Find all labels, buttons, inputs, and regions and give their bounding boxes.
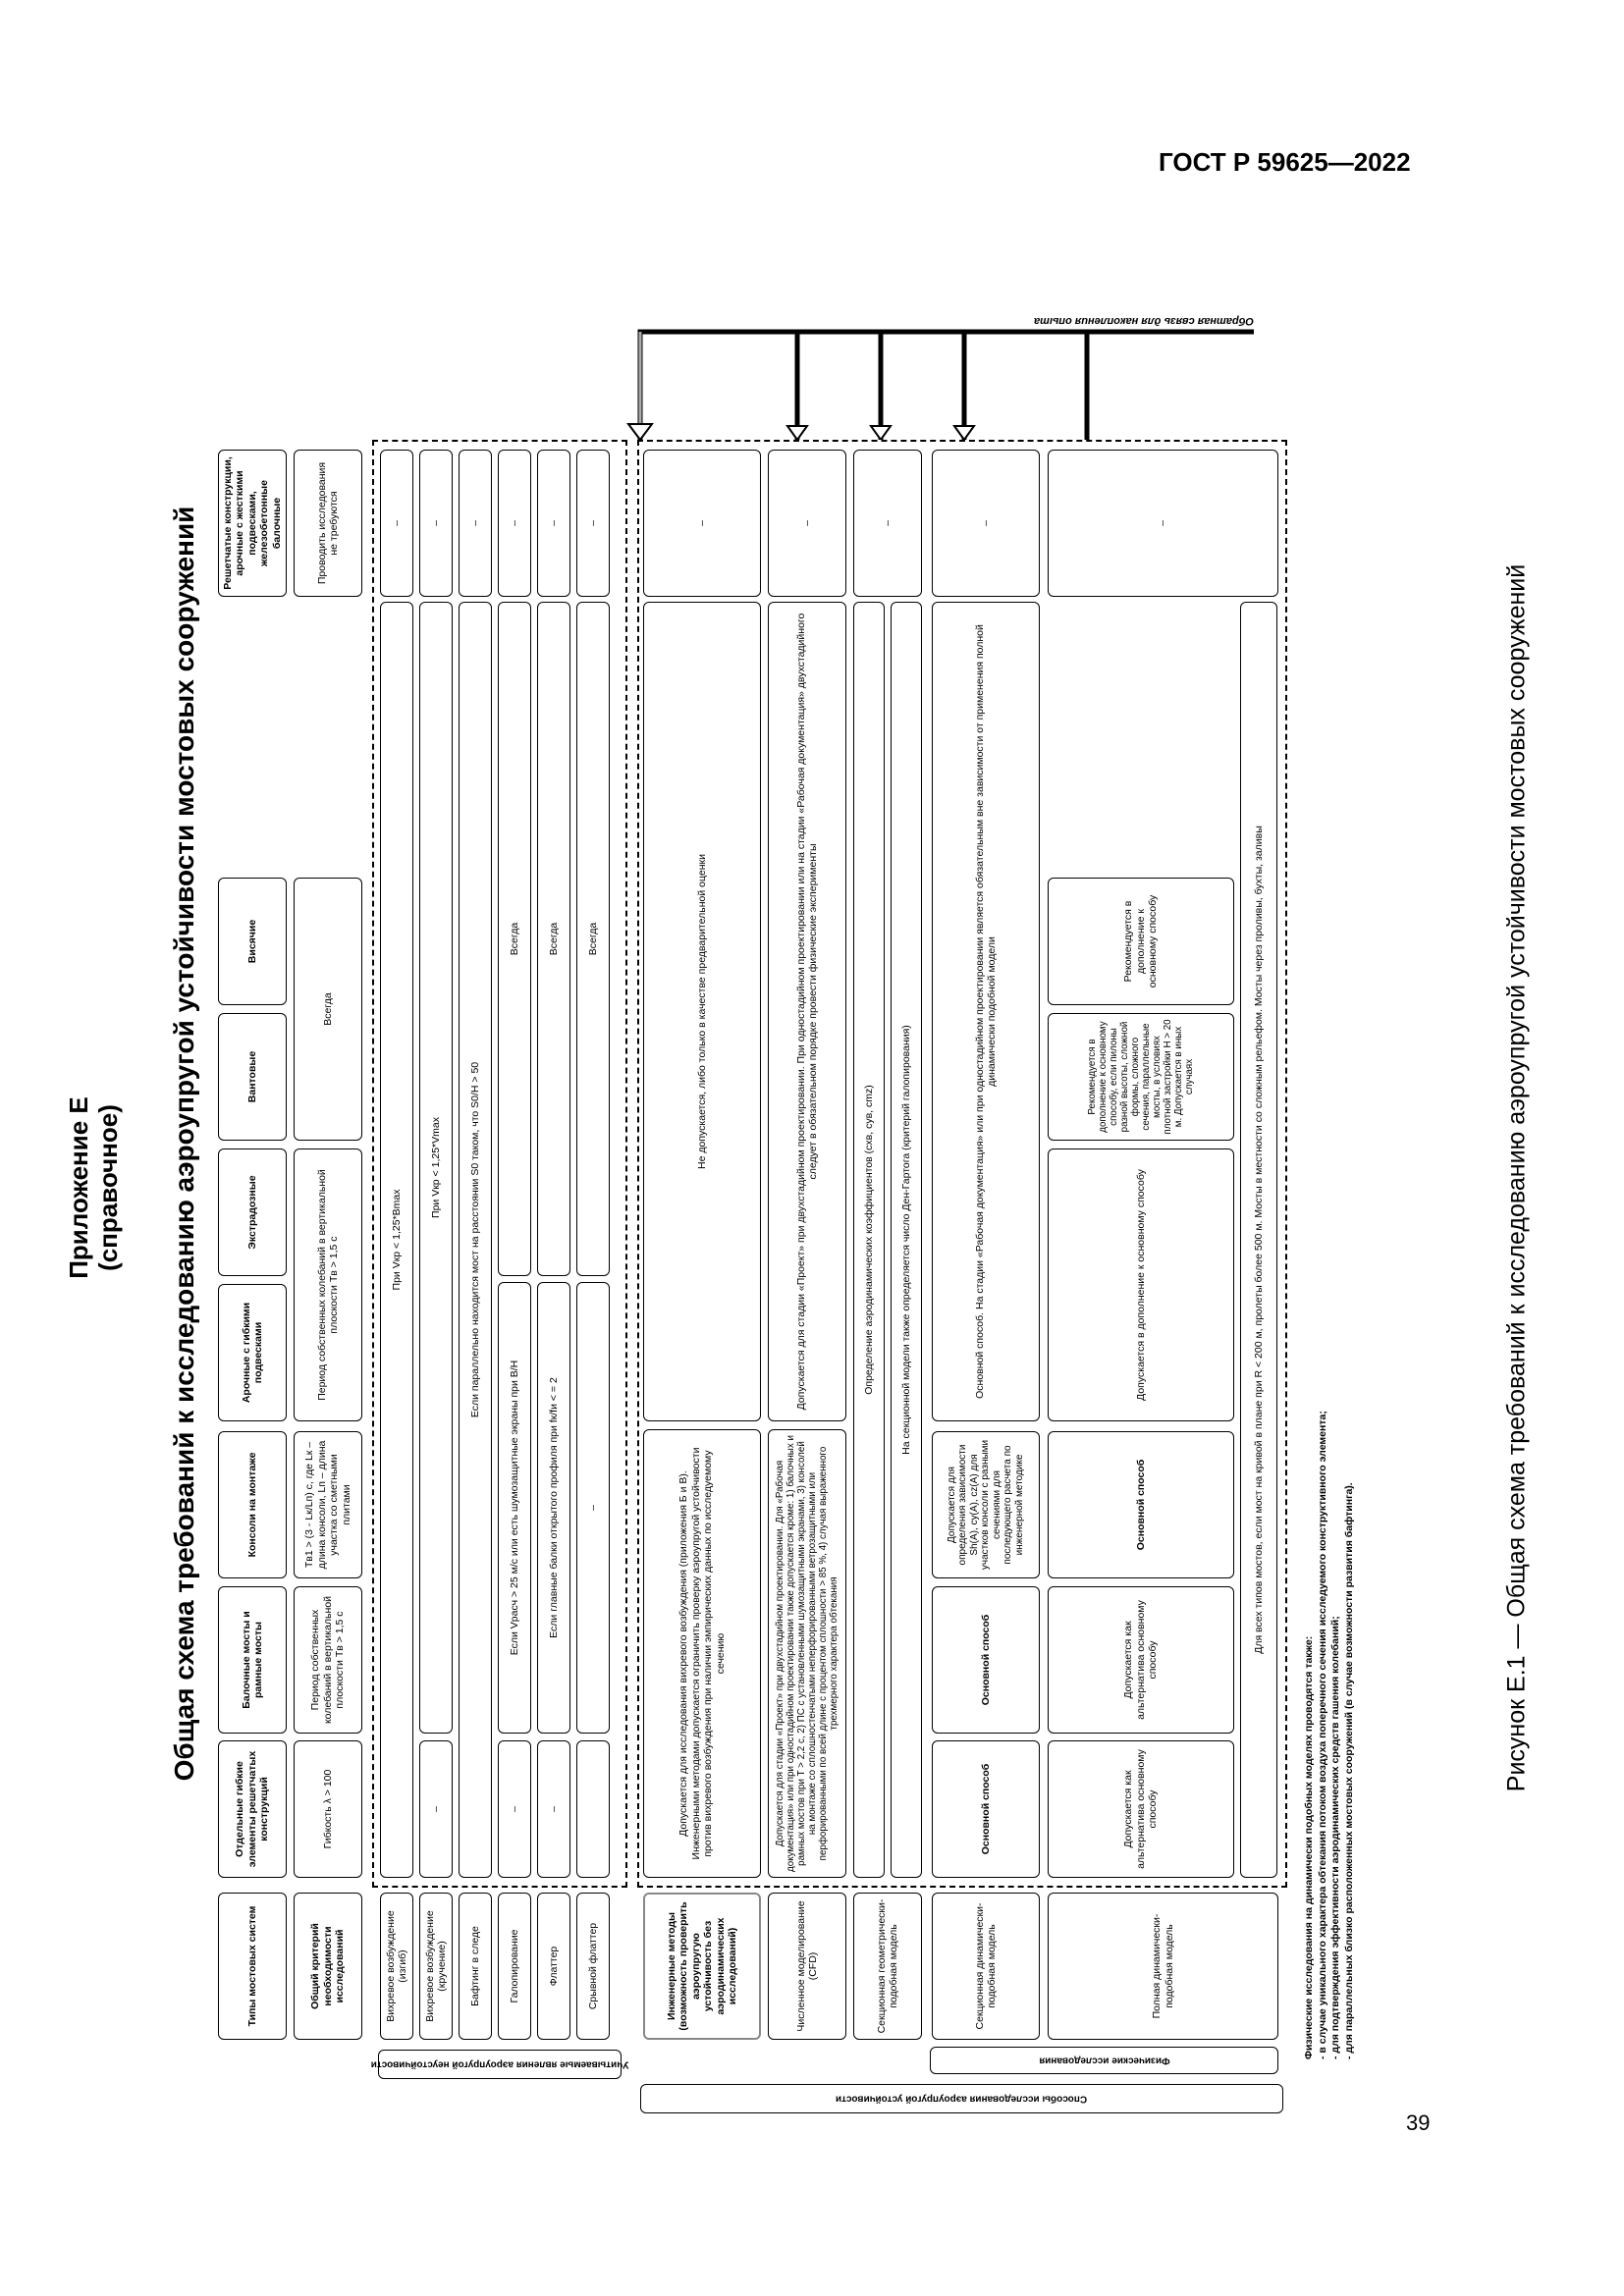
phen-1-span: При Vкр < 1,25*Bmax	[380, 602, 413, 1878]
footnote-0: Физические исследования на динамически подобных моделях проводятся также:	[1303, 1635, 1315, 2059]
phen-5-span-a: Если главные балки открытого профиля при fк/fи < = 2	[537, 1282, 570, 1734]
feedback-arrows	[625, 224, 1313, 440]
appendix-title: Приложение Е	[64, 1096, 93, 1279]
scheme-title: Общая схема требований к исследованию аэроупругой устойчивости мостовых сооружений	[169, 506, 199, 1782]
phen-3-last: –	[459, 450, 492, 597]
cfd-text-b: Допускается для стадии «Проект» при двухстадийном проектировании. При одностадийном проектировании или на стадии «Рабочая документация» двухстадийного следует в обязательном порядке провести физические эксперименты	[768, 602, 846, 1421]
criterion-8: Проводить исследования не требуются	[294, 450, 362, 597]
types-header: Типы мостовых систем	[218, 1893, 287, 2040]
figure-caption: Рисунок Е.1 — Общая схема требований к исследованию аэроупругой устойчивости мостовых сооружений	[1502, 563, 1531, 1792]
phen-4-span-a: Если Vрасч > 25 м/с или есть шумозащитные экраны при B/H	[498, 1282, 531, 1734]
system-1: Отдельные гибкие элементы решетчатых конструкций	[218, 1740, 287, 1878]
sectional-c2: Основной способ	[932, 1586, 1040, 1734]
engineering-text-a: Допускается для исследования вихревого возбуждения (приложения Б и В). Инженерными методами допускается ограничить проверку аэроупругой устойчивости против вихревого возбуждения при наличии эмпирических данных по исследуемому сечению	[643, 1429, 761, 1878]
geometric-last: –	[853, 450, 922, 597]
cfd-method: Численное моделирование (CFD)	[768, 1893, 846, 2040]
sectional-c3: Допускается для определения зависимости Sh(A), cy(A), cz(A) для участков консоли с разными сечениями для последующего расчета по инженерной методике	[932, 1431, 1040, 1578]
phen-6-span-b: Всегда	[576, 602, 610, 1276]
geometric-text-b: На секционной модели также определяется число Ден-Гартога (критерий галопирования)	[891, 602, 922, 1878]
full-last: –	[1048, 450, 1278, 597]
full-c2: Допускается как альтернатива основному способу	[1048, 1586, 1234, 1734]
phen-5-last: –	[537, 450, 570, 597]
footnote-3: - для параллельных близко расположенных мостовых сооружений (в случае возможности развития бафтинга).	[1342, 1482, 1355, 2059]
footnotes	[1303, 1411, 1356, 2059]
system-7: Висячие	[218, 878, 287, 1005]
sectional-c1: Основной способ	[932, 1740, 1040, 1878]
phen-5-span-b: Всегда	[537, 602, 570, 1276]
full-c1: Допускается как альтернатива основному способу	[1048, 1740, 1234, 1878]
phen-5-col1: –	[537, 1740, 570, 1878]
phen-3: Бафтинг в следе	[459, 1893, 492, 2040]
phen-4-last: –	[498, 450, 531, 597]
sectional-dynamic-model: Секционная динамически-подобная модель	[932, 1893, 1040, 2040]
full-c4: Допускается в дополнение к основному способу	[1048, 1148, 1234, 1421]
engineering-last: –	[643, 450, 761, 597]
sectional-last: –	[932, 450, 1040, 597]
footnote-1: - в случае уникального характера обтекания потоком воздуха поперечного сечения исследуемого конструктивного элемента;	[1316, 1411, 1328, 2059]
page-number: 39	[1406, 2110, 1431, 2135]
phen-1: Вихревое возбуждение (изгиб)	[380, 1893, 413, 2040]
phen-2-span: При Vкр < 1,25*Vmax	[419, 602, 453, 1734]
appendix-subtitle: (справочное)	[93, 1104, 123, 1271]
phen-6: Срывной флаттер	[576, 1893, 610, 2040]
phen-2-col1: –	[419, 1740, 453, 1878]
physical-sidebar-label: Физические исследования	[1039, 2055, 1170, 2066]
methods-sidebar-label: Способы исследования аэроупругой устойчивости	[835, 2093, 1088, 2105]
criterion-4: Период собственных колебаний в вертикальной плоскости Tв > 1,5 с	[294, 1148, 362, 1421]
geometric-text-a: Определение аэродинамических коэффициентов (cxв, cyв, cmz)	[853, 602, 885, 1878]
feedback-arrowhead-2	[787, 426, 807, 440]
phen-6-col1	[576, 1740, 610, 1878]
system-4: Арочные с гибкими подвесками	[218, 1284, 287, 1421]
criterion-3: Tв1 > (3 - Lк/Lп) с, где Lк – длина консоли, Lп – длина участка со сметными плитами	[294, 1431, 362, 1578]
feedback-arrowhead-1	[628, 424, 652, 440]
sectional-c4: Основной способ. На стадии «Рабочая документация» или при одностадийном проектировании является обязательным вне зависимости от применения полной динамически подобной модели	[932, 602, 1040, 1421]
phen-1-last: –	[380, 450, 413, 597]
phenomena-sidebar-label: Учитываемые явления аэроупругой неустойчивости	[370, 2058, 629, 2070]
phen-4: Галопирование	[498, 1893, 531, 2040]
phen-2: Вихревое возбуждение (кручение)	[419, 1893, 453, 2040]
footnote-2: - для подтверждения эффективности аэродинамических средств гашения колебаний;	[1329, 1616, 1341, 2059]
system-3: Консоли на монтаже	[218, 1431, 287, 1578]
diagram	[203, 214, 1378, 2128]
phen-5: Флаттер	[537, 1893, 570, 2040]
all-types-note: Для всех типов мостов, если мост на кривой в плане при R < 200 м, пролеты более 500 м. Мосты в местности со сложным рельефом. Мосты через проливы, бухты, заливы	[1240, 602, 1277, 1878]
system-5: Экстрадозные	[218, 1148, 287, 1276]
criterion-1: Гибкость λ > 100	[294, 1740, 362, 1878]
engineering-methods: Инженерные методы (возможность проверить аэроупругую устойчивость без аэродинамических исследований)	[643, 1893, 761, 2040]
criterion-2: Период собственных колебаний в вертикальной плоскости Tв > 1,5 с	[294, 1586, 362, 1734]
phen-6-last: –	[576, 450, 610, 597]
criterion-header: Общий критерий необходимости исследований	[294, 1893, 362, 2040]
diagram-viewport	[203, 214, 1378, 2128]
full-c5: Рекомендуется в дополнение к основному способу, если пилоны разной высоты, сложной формы, сложного сечения, параллельные мосты, в условиях плотной застройки H > 20 м. Допускается в иных случаях	[1048, 1013, 1234, 1141]
phen-2-last: –	[419, 450, 453, 597]
full-c6: Рекомендуется в дополнение к основному способу	[1048, 878, 1234, 1005]
cfd-text-a: Допускается для стадии «Проект» при двухстадийном проектировании. Для «Рабочая документация» или при одностадийном проектировании также допускается кроме: 1) балочных и рамных мостов при T > 2,2 с, 2) ПС с установленными шумозащитными экранами, 3) консолей на монтаже со сплошностенчатыми неперфорированными ветрозащитными или перфорированными по всей длине с процентом сплошности > 85 %, 4) случая выраженного трехмерного характера обтекания	[768, 1429, 846, 1878]
system-6: Вантовые	[218, 1013, 287, 1141]
phen-6-span-a: –	[576, 1282, 610, 1734]
engineering-text-b: Не допускается, либо только в качестве предварительной оценки	[643, 602, 761, 1421]
cfd-last: –	[768, 450, 846, 597]
system-2: Балочные мосты и рамные мосты	[218, 1586, 287, 1734]
feedback-main-line	[640, 332, 1254, 440]
appendix-title-block	[64, 1096, 123, 1279]
full-dynamic-model: Полная динамически-подобная модель	[1048, 1893, 1278, 2040]
full-c3: Основной способ	[1048, 1431, 1234, 1578]
feedback-arrowhead-3	[871, 426, 891, 440]
geometric-model: Секционная геометрически-подобная модель	[853, 1893, 922, 2040]
phen-3-span: Если параллельно находится мост на расстоянии S0 таком, что S0/H > 50	[459, 602, 492, 1878]
system-8: Решетчатые конструкции, арочные с жесткими подвесками, железобетонные балочные	[218, 450, 287, 597]
phen-4-span-b: Всегда	[498, 602, 531, 1276]
feedback-arrowhead-4	[954, 426, 974, 440]
feedback-label: Обратная связь для накопления опыта	[1034, 315, 1254, 327]
phen-4-col1: –	[498, 1740, 531, 1878]
criterion-5-7: Всегда	[294, 878, 362, 1141]
standard-header: ГОСТ Р 59625—2022	[1159, 147, 1411, 177]
